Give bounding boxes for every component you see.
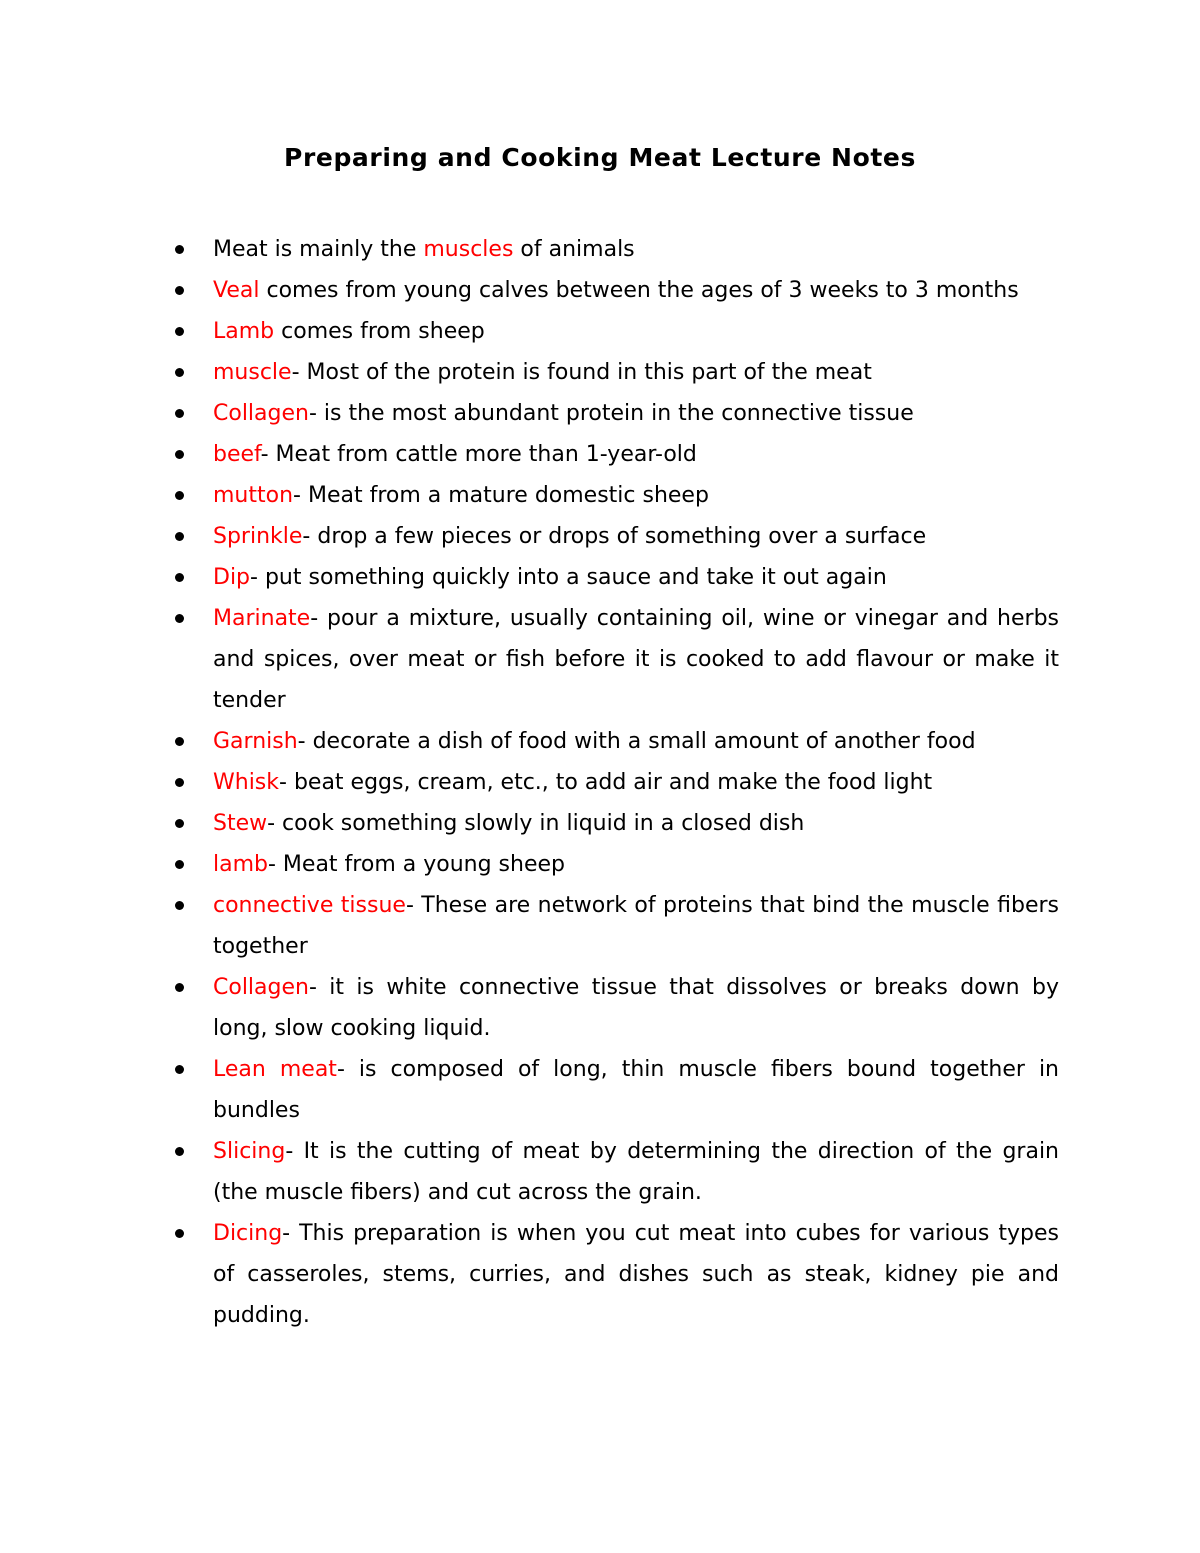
note-text: - beat eggs, cream, etc., to add air and make the food light [279,770,933,795]
list-item [213,516,1059,557]
note-term: Collagen [213,975,309,1000]
note-term: Dicing [213,1221,283,1246]
list-item [213,885,1059,967]
note-text: - it is white connective tissue that dissolves or breaks down by long, slow cooking liquid. [213,975,1059,1041]
list-item [213,1213,1059,1336]
note-text: - pour a mixture, usually containing oil, wine or vinegar and herbs and spices, over meat or fish before it is cooked to add flavour or make it tender [213,606,1059,713]
note-text: - is composed of long, thin muscle fibers bound together in bundles [213,1057,1059,1123]
page-title: Preparing and Cooking Meat Lecture Notes [284,143,916,172]
note-term: mutton [213,483,294,508]
notes-list [213,229,1059,1336]
note-text: comes from young calves between the ages of 3 weeks to 3 months [259,278,1019,303]
list-item [213,762,1059,803]
note-text: - Most of the protein is found in this part of the meat [291,360,872,385]
list-item [213,721,1059,762]
list-item [213,229,1059,270]
list-item [213,352,1059,393]
list-item [213,1049,1059,1131]
list-item [213,803,1059,844]
note-term: muscles [423,237,514,262]
list-item [213,393,1059,434]
list-item [213,434,1059,475]
note-term: Marinate [213,606,311,631]
note-term: Garnish [213,729,298,754]
list-item [213,270,1059,311]
note-term: Veal [213,278,260,303]
list-item [213,967,1059,1049]
note-text: - put something quickly into a sauce and take it out again [250,565,887,590]
note-text: - drop a few pieces or drops of something over a surface [302,524,927,549]
note-term: Stew [213,811,268,836]
note-term: Lean meat [213,1057,337,1082]
list-item [213,557,1059,598]
note-term: Sprinkle [213,524,303,549]
list-item [213,598,1059,721]
note-term: Lamb [213,319,275,344]
note-text: - Meat from a mature domestic sheep [293,483,709,508]
note-term: Dip [213,565,251,590]
list-item [213,844,1059,885]
note-text: comes from sheep [274,319,485,344]
note-term: connective tissue [213,893,406,918]
note-text: - It is the cutting of meat by determining the direction of the grain (the muscle fibers) and cut across the grain. [213,1139,1059,1205]
note-text: - This preparation is when you cut meat into cubes for various types of casseroles, stems, curries, and dishes such as steak, kidney pie and pudding. [213,1221,1059,1328]
note-term: Slicing [213,1139,286,1164]
note-text: - is the most abundant protein in the connective tissue [308,401,914,426]
list-item [213,1131,1059,1213]
note-text: of animals [513,237,635,262]
note-text: - These are network of proteins that bind the muscle fibers together [213,893,1059,959]
list-item [213,311,1059,352]
note-term: Whisk [213,770,280,795]
note-text: - Meat from cattle more than 1-year-old [260,442,697,467]
note-text: - decorate a dish of food with a small amount of another food [297,729,976,754]
note-term: muscle [213,360,292,385]
list-item [213,475,1059,516]
note-term: beef [213,442,261,467]
note-text: - cook something slowly in liquid in a closed dish [267,811,805,836]
note-term: lamb [213,852,268,877]
note-term: Collagen [213,401,309,426]
note-text: - Meat from a young sheep [268,852,565,877]
note-text: Meat is mainly the [213,237,424,262]
